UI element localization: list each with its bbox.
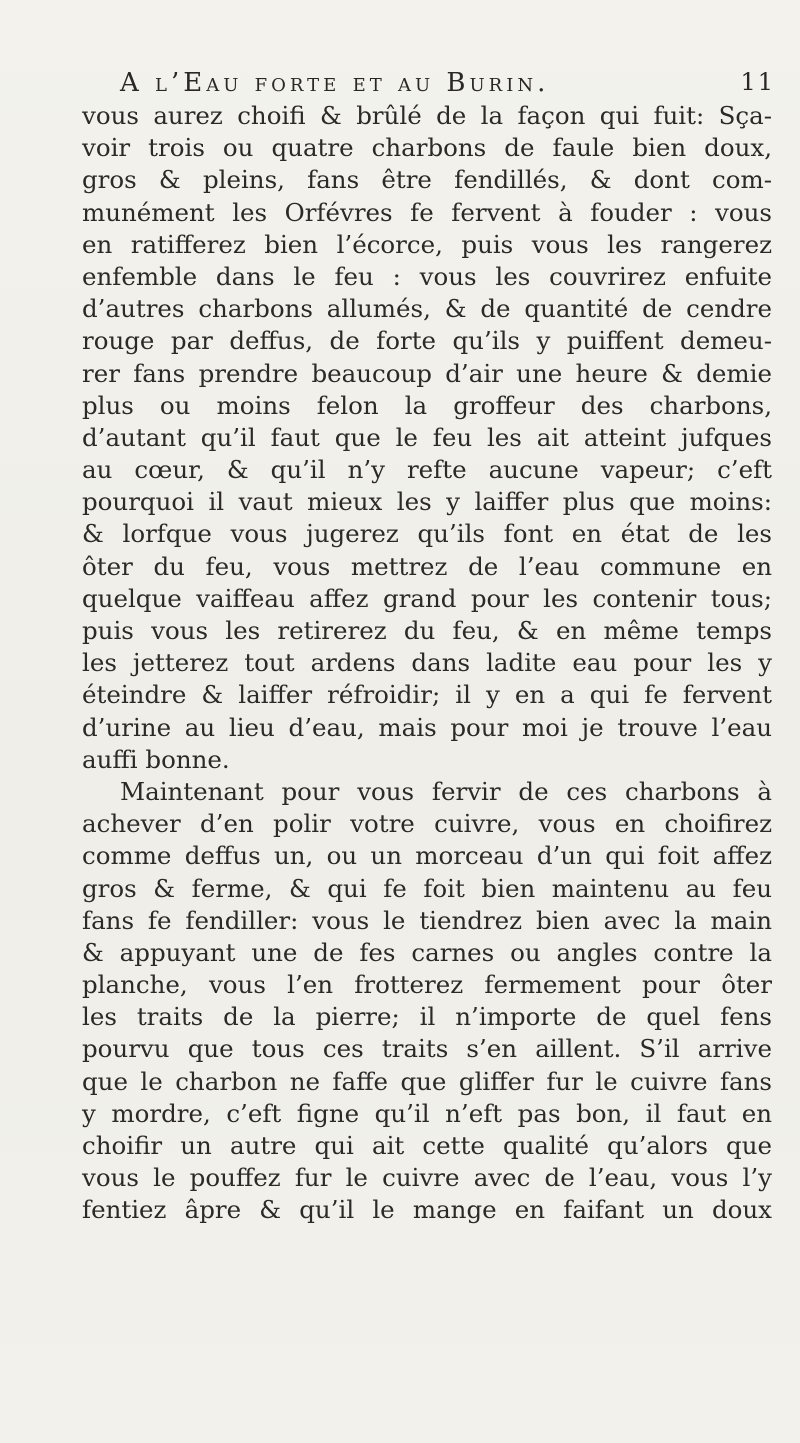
running-head bbox=[120, 68, 775, 102]
text-line: d’autant qu’il faut que le feu les ait atteint jufques bbox=[82, 422, 772, 452]
text-line: plus ou moins felon la groffeur des charbons, bbox=[82, 390, 772, 420]
text-line: pourquoi il vaut mieux les y laiffer plus que moins: bbox=[82, 487, 772, 517]
text-line: munément les Orfévres fe fervent à fouder : vous bbox=[82, 197, 772, 227]
text-line: gros & ferme, & qui fe foit bien maintenu au feu bbox=[82, 873, 772, 903]
text-line: rouge par deffus, de forte qu’ils y puiffent demeu- bbox=[82, 326, 772, 356]
text-line: éteindre & laiffer réfroidir; il y en a qui fe fervent bbox=[82, 680, 772, 710]
text-line: vous aurez choifi & brûlé de la façon qui fuit: Sça- bbox=[82, 101, 772, 130]
text-line: rer fans prendre beaucoup d’air une heure & demie bbox=[82, 358, 772, 388]
text-line: d’autres charbons allumés, & de quantité de cendre bbox=[82, 294, 772, 324]
text-line: les jetterez tout ardens dans ladite eau pour les y bbox=[82, 648, 772, 678]
text-line: gros & pleins, fans être fendillés, & dont com- bbox=[82, 165, 772, 195]
text-line: d’urine au lieu d’eau, mais pour moi je trouve l’eau bbox=[82, 712, 772, 742]
text-line: fentiez âpre & qu’il le mange en faifant un doux bbox=[82, 1195, 772, 1225]
body-text bbox=[82, 100, 772, 1227]
text-line: quelque vaiffeau affez grand pour les contenir tous; bbox=[82, 583, 772, 613]
text-line: planche, vous l’en frotterez fermement pour ôter bbox=[82, 970, 772, 1000]
text-line: y mordre, c’eft figne qu’il n’eft pas bon, il faut en bbox=[82, 1098, 772, 1128]
page-number: 11 bbox=[740, 68, 775, 96]
text-line: & lorfque vous jugerez qu’ils font en état de les bbox=[82, 519, 772, 549]
text-line: puis vous les retirerez du feu, & en même temps bbox=[82, 616, 772, 645]
text-line: vous le pouffez fur le cuivre avec de l’eau, vous l’y bbox=[82, 1163, 772, 1193]
text-line: au cœur, & qu’il n’y refte aucune vapeur; c’eft bbox=[82, 455, 772, 485]
text-line: choifir un autre qui ait cette qualité qu’alors que bbox=[82, 1131, 772, 1160]
text-line: voir trois ou quatre charbons de faule bien doux, bbox=[82, 133, 772, 163]
text-line: les traits de la pierre; il n’importe de quel fens bbox=[82, 1002, 772, 1032]
paragraph-end-line: auffi bonne. bbox=[82, 744, 230, 774]
text-line: enfemble dans le feu : vous les couvrirez enfuite bbox=[82, 261, 772, 291]
text-line: & appuyant une de fes carnes ou angles contre la bbox=[82, 937, 772, 967]
text-line: en ratifferez bien l’écorce, puis vous les rangerez bbox=[82, 229, 772, 259]
text-line: achever d’en polir votre cuivre, vous en choifirez bbox=[82, 809, 772, 839]
running-title: A l’Eau forte et au Burin. bbox=[120, 68, 550, 98]
text-line: ôter du feu, vous mettrez de l’eau commune en bbox=[82, 551, 772, 581]
paragraph-start-line: Maintenant pour vous fervir de ces charbons à bbox=[120, 776, 772, 806]
text-line: comme deffus un, ou un morceau d’un qui foit affez bbox=[82, 841, 772, 871]
text-line: que le charbon ne faffe que gliffer fur le cuivre fans bbox=[82, 1066, 772, 1096]
text-line: fans fe fendiller: vous le tiendrez bien avec la main bbox=[82, 905, 772, 935]
text-line: pourvu que tous ces traits s’en aillent. S’il arrive bbox=[82, 1034, 772, 1064]
